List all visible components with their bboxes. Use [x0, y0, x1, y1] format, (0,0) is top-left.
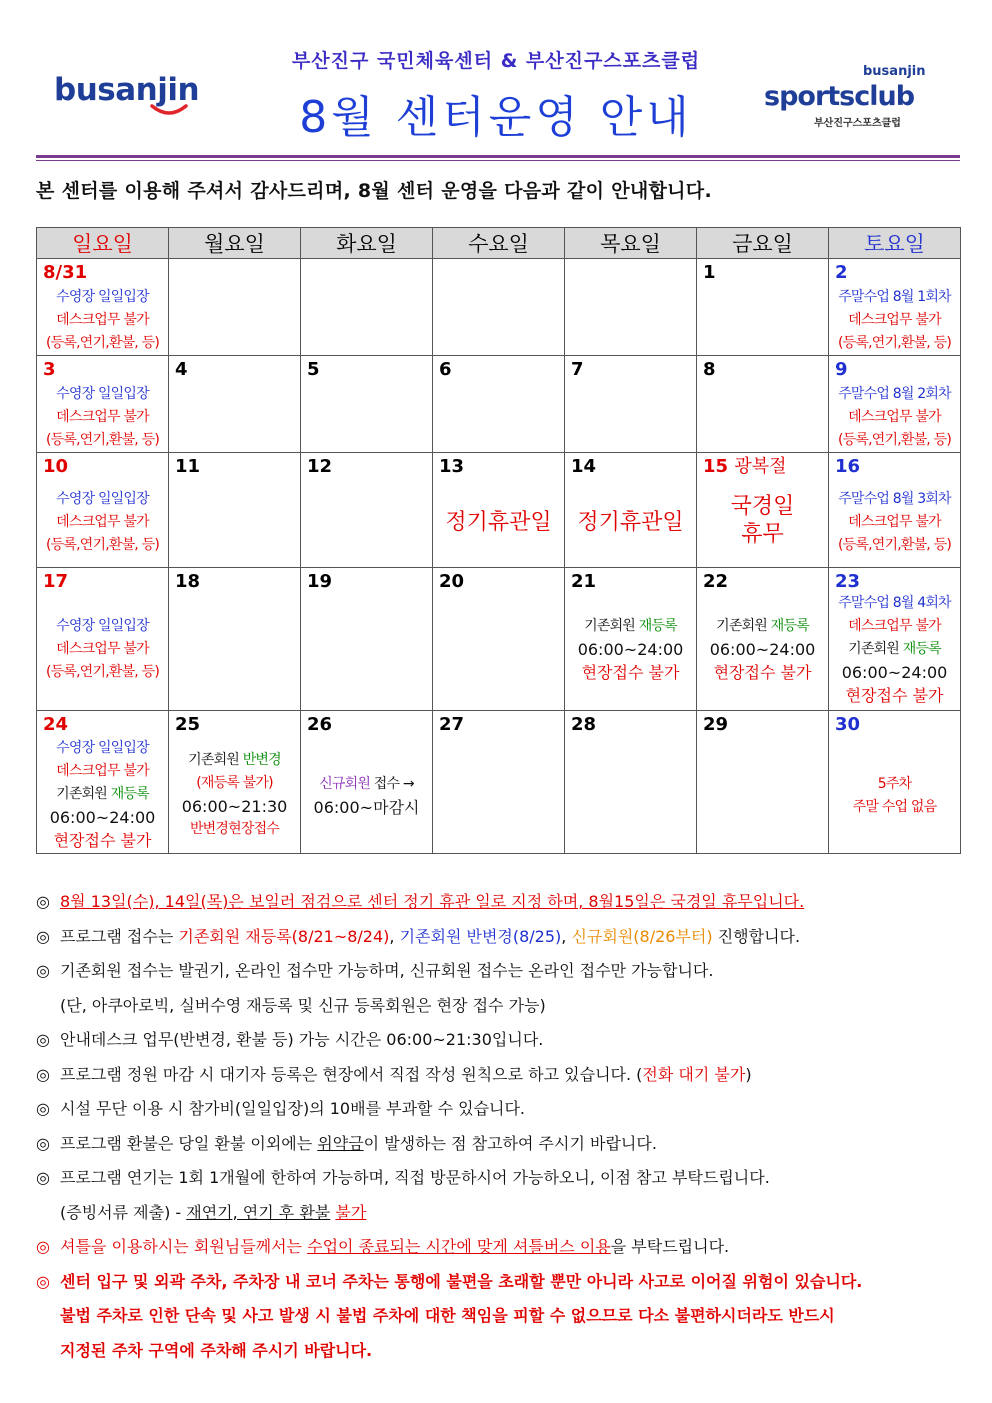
date-number: 11: [175, 456, 201, 477]
onsite-unavailable-text: 현장접수 불가: [581, 663, 680, 682]
desk-closed-text: 데스크업무 불가: [56, 763, 149, 779]
date-number: 21: [571, 571, 597, 592]
calendar-cell: [37, 259, 169, 356]
class-change-label: 반변경: [242, 752, 281, 768]
sportsclub-logo: [760, 64, 935, 128]
date-number: 26: [307, 714, 333, 735]
date-number: 8/31: [43, 262, 88, 283]
calendar-cell-empty: [565, 259, 697, 356]
hours-text: 06:00~21:30: [181, 797, 288, 816]
calendar-week: [37, 259, 961, 356]
date-number: 27: [439, 714, 465, 735]
day-header-mon: 월요일: [169, 228, 301, 259]
date-number: 18: [175, 571, 201, 592]
calendar-table: [36, 227, 961, 854]
sportsclub-logo-kor: 부산진구스포츠클럽: [814, 118, 901, 129]
bullet-icon: ◎: [36, 1237, 50, 1256]
date-number: 25: [175, 714, 201, 735]
calendar-cell: [37, 711, 169, 854]
sportsclub-logo-small: busanjin: [863, 64, 926, 79]
hours-text: 06:00~24:00: [577, 640, 684, 659]
holiday-text: 국경일: [730, 494, 795, 519]
member-label: 기존회원: [56, 786, 108, 802]
notice-text: 프로그램 접수는: [60, 926, 179, 946]
desk-closed-detail: (등록,연기,환불, 등): [46, 664, 159, 680]
desk-closed-detail: (등록,연기,환불, 등): [838, 335, 951, 351]
calendar-cell: [697, 711, 829, 854]
date-number: 16: [835, 456, 861, 477]
day-header-sat: 토요일: [829, 228, 961, 259]
swim-entry-text: 수영장 일일입장: [56, 386, 149, 402]
hours-text: 06:00~24:00: [709, 640, 816, 659]
notice-item-continuation: [36, 989, 966, 1024]
date-number: 4: [175, 359, 188, 380]
calendar-cell: [301, 711, 433, 854]
notice-text: 센터 입구 및 외곽 주차, 주차장 내 코너 주차는 통행에 불편을 초래할 뿐만 아니라 사고로 이어질 위험이 있습니다.: [60, 1271, 863, 1291]
notice-item-continuation: [36, 1334, 966, 1369]
member-label: 기존회원: [584, 618, 636, 634]
member-label: 기존회원: [188, 752, 240, 768]
calendar-cell: [697, 356, 829, 453]
notice-item: [36, 920, 966, 955]
date-number: 1: [703, 262, 716, 283]
notice-text: 시설 무단 이용 시 참가비(일일입장)의 10배를 부과할 수 있습니다.: [60, 1099, 526, 1118]
bullet-icon: ◎: [36, 1133, 50, 1153]
bullet-icon: ◎: [36, 926, 50, 946]
holiday-name: 광복절: [734, 456, 787, 477]
notice-highlight: 불가: [335, 1202, 367, 1222]
date-number: 22: [703, 571, 729, 592]
swim-entry-text: 수영장 일일입장: [56, 740, 149, 756]
calendar-week: [37, 711, 961, 854]
calendar-cell: [829, 356, 961, 453]
closed-day-text: 정기휴관일: [577, 510, 684, 535]
notice-text: 프로그램 정원 마감 시 대기자 등록은 현장에서 직접 작성 원칙으로 하고 있습니다. (: [60, 1064, 643, 1084]
swim-entry-text: 수영장 일일입장: [56, 618, 149, 634]
notice-item: [36, 1127, 966, 1162]
reregister-label: 재등록: [638, 618, 677, 634]
calendar-cell: [37, 356, 169, 453]
calendar-cell: [169, 711, 301, 854]
swim-entry-text: 수영장 일일입장: [56, 289, 149, 305]
date-number: 28: [571, 714, 597, 735]
day-header-fri: 금요일: [697, 228, 829, 259]
calendar-cell: [565, 568, 697, 711]
desk-closed-text: 데스크업무 불가: [848, 618, 941, 634]
notice-text: (단, 아쿠아로빅, 실버수영 재등록 및 신규 등록회원은 현장 접수 가능): [60, 995, 546, 1015]
bullet-icon: ◎: [36, 1168, 50, 1187]
desk-closed-text: 데스크업무 불가: [56, 312, 149, 328]
notice-text: 지정된 주차 구역에 주차해 주시기 바랍니다.: [60, 1340, 373, 1360]
date-number: 2: [835, 262, 848, 283]
desk-closed-detail: (등록,연기,환불, 등): [838, 432, 951, 448]
bullet-icon: ◎: [36, 892, 50, 911]
intro-text: 본 센터를 이용해 주셔서 감사드리며, 8월 센터 운영을 다음과 같이 안내합니다.: [36, 180, 712, 202]
date-number: 24: [43, 714, 69, 735]
notice-highlight: 재연기, 연기 후 환불: [186, 1202, 331, 1222]
hours-text: 06:00~24:00: [49, 808, 156, 827]
notice-text: 프로그램 환불은 당일 환불 이외에는: [60, 1133, 318, 1153]
date-number: 6: [439, 359, 452, 380]
bullet-icon: ◎: [36, 961, 50, 980]
desk-closed-text: 데스크업무 불가: [848, 514, 941, 530]
calendar-cell: [169, 568, 301, 711]
desk-closed-text: 데스크업무 불가: [848, 312, 941, 328]
notice-list: [36, 885, 966, 1368]
accept-label: 접수 →: [373, 776, 414, 792]
date-number: 23: [835, 571, 861, 592]
no-reregister-text: (재등록 불가): [196, 775, 273, 791]
date-number: 10: [43, 456, 69, 477]
date-number: 29: [703, 714, 729, 735]
notice-text: 셔틀을 이용하시는 회원님들께서는: [60, 1237, 308, 1256]
reregister-label: 재등록: [770, 618, 809, 634]
notice-text: ): [745, 1064, 752, 1084]
notice-highlight: 기존회원 반변경(8/25): [399, 926, 562, 946]
notice-highlight: 전화 대기 불가: [642, 1064, 746, 1084]
calendar-cell: [433, 711, 565, 854]
day-header-tue: 화요일: [301, 228, 433, 259]
notice-item: [36, 1230, 966, 1265]
calendar-cell: [829, 453, 961, 568]
date-number: 20: [439, 571, 465, 592]
calendar-cell: [565, 711, 697, 854]
notice-highlight: 신규회원(8/26부터): [571, 926, 713, 946]
notice-text: 이 발생하는 점 참고하여 주시기 바랍니다.: [363, 1133, 657, 1153]
calendar-week: [37, 453, 961, 568]
calendar-cell: [697, 453, 829, 568]
notice-text: 진행합니다.: [712, 926, 801, 946]
swim-entry-text: 수영장 일일입장: [56, 491, 149, 507]
day-header-thu: 목요일: [565, 228, 697, 259]
calendar-cell: [433, 453, 565, 568]
date-number: 8: [703, 359, 716, 380]
new-member-label: 신규회원: [319, 776, 371, 792]
calendar-cell: [37, 568, 169, 711]
calendar-cell-empty: [433, 259, 565, 356]
reregister-label: 재등록: [110, 786, 149, 802]
notice-text: ,: [389, 926, 400, 946]
calendar-cell: [697, 259, 829, 356]
page-title: 8월 센터운영 안내: [299, 92, 693, 143]
calendar-cell: [433, 356, 565, 453]
bullet-icon: ◎: [36, 1099, 50, 1118]
member-label: 기존회원: [716, 618, 768, 634]
desk-closed-text: 데스크업무 불가: [848, 409, 941, 425]
date-number: 9: [835, 359, 848, 380]
notice-item: [36, 954, 966, 989]
date-number: 3: [43, 359, 56, 380]
holiday-text-2: 휴무: [741, 522, 784, 547]
notice-text: 8월 13일(수), 14일(목)은 보일러 점검으로 센터 정기 휴관 일로 지정 하며, 8월15일은 국경일 휴무입니다.: [60, 892, 805, 911]
calendar-week: [37, 356, 961, 453]
sportsclub-logo-text: sportsclub: [764, 81, 915, 112]
date-number-value: 15: [703, 456, 729, 477]
date-number: 30: [835, 714, 861, 735]
member-label: 기존회원: [848, 641, 900, 657]
onsite-unavailable-text: 현장접수 불가: [845, 686, 944, 705]
calendar-cell: [565, 453, 697, 568]
notice-highlight: 위약금: [317, 1133, 364, 1153]
date-number: 19: [307, 571, 333, 592]
calendar-cell-empty: [169, 259, 301, 356]
day-header-sun: 일요일: [37, 228, 169, 259]
onsite-unavailable-text: 현장접수 불가: [53, 831, 152, 850]
weekend-class-text: 주말수업 8월 2회차: [838, 386, 951, 402]
date-number: [703, 455, 787, 479]
weekend-class-text: 주말수업 8월 4회차: [838, 595, 951, 611]
date-number: 14: [571, 456, 597, 477]
calendar-cell: [169, 453, 301, 568]
notice-text: 안내데스크 업무(반변경, 환불 등) 가능 시간은 06:00~21:30입니다.: [60, 1030, 544, 1049]
class-change-onsite-text: 반변경현장접수: [189, 821, 280, 837]
calendar-header-row: [37, 228, 961, 259]
desk-closed-text: 데스크업무 불가: [56, 409, 149, 425]
notice-item: [36, 1058, 966, 1093]
notice-text: 을 부탁드립니다.: [610, 1237, 730, 1256]
week5-text: 5주차: [877, 776, 912, 792]
date-number: 13: [439, 456, 465, 477]
day-header-wed: 수요일: [433, 228, 565, 259]
calendar-cell: [565, 356, 697, 453]
notice-item: [36, 1092, 966, 1127]
calendar-cell: [37, 453, 169, 568]
hours-text: 06:00~24:00: [841, 663, 948, 682]
calendar-cell: [697, 568, 829, 711]
header-divider-thin: [36, 160, 960, 161]
onsite-unavailable-text: 현장접수 불가: [713, 663, 812, 682]
busanjin-logo-text: busanjin: [54, 72, 200, 108]
hours-text: 06:00~마감시: [313, 798, 420, 817]
calendar-cell: [829, 711, 961, 854]
calendar-cell: [301, 568, 433, 711]
notice-text: 프로그램 연기는 1회 1개월에 한하여 가능하며, 직접 방문하시어 가능하오니, 이점 참고 부탁드립니다.: [60, 1168, 770, 1187]
desk-closed-detail: (등록,연기,환불, 등): [46, 432, 159, 448]
page-subtitle: 부산진구 국민체육센터 & 부산진구스포츠클럽: [291, 50, 701, 72]
desk-closed-detail: (등록,연기,환불, 등): [46, 537, 159, 553]
notice-text: ,: [561, 926, 572, 946]
notice-item-continuation: [36, 1299, 966, 1334]
date-number: 12: [307, 456, 333, 477]
calendar-cell: [829, 568, 961, 711]
notice-highlight: 기존회원 재등록(8/21~8/24): [178, 926, 390, 946]
calendar-cell: [301, 453, 433, 568]
notice-text: 불법 주차로 인한 단속 및 사고 발생 시 불법 주차에 대한 책임을 피할 수 없으므로 다소 불편하시더라도 반드시: [60, 1306, 835, 1325]
calendar-week: [37, 568, 961, 711]
calendar-cell: [301, 356, 433, 453]
calendar-cell: [829, 259, 961, 356]
calendar-cell: [169, 356, 301, 453]
notice-item: [36, 1023, 966, 1058]
calendar-cell-empty: [301, 259, 433, 356]
bullet-icon: ◎: [36, 1030, 50, 1049]
notice-text: 기존회원 접수는 발권기, 온라인 접수만 가능하며, 신규회원 접수는 온라인 접수만 가능합니다.: [60, 961, 714, 980]
notice-item: [36, 885, 966, 920]
calendar-cell: [433, 568, 565, 711]
desk-closed-detail: (등록,연기,환불, 등): [838, 537, 951, 553]
desk-closed-text: 데스크업무 불가: [56, 514, 149, 530]
header-divider: [36, 155, 960, 158]
reregister-label: 재등록: [902, 641, 941, 657]
bullet-icon: ◎: [36, 1064, 50, 1084]
no-weekend-class-text: 주말 수업 없음: [852, 799, 937, 815]
notice-highlight: 수업이 종료되는 시간에 맞게 셔틀버스 이용: [307, 1237, 611, 1256]
closed-day-text: 정기휴관일: [445, 510, 552, 535]
date-number: 7: [571, 359, 584, 380]
date-number: 17: [43, 571, 69, 592]
date-number: 5: [307, 359, 320, 380]
weekend-class-text: 주말수업 8월 3회차: [838, 491, 951, 507]
desk-closed-detail: (등록,연기,환불, 등): [46, 335, 159, 351]
bullet-icon: ◎: [36, 1271, 50, 1291]
notice-item: [36, 1161, 966, 1196]
notice-item: [36, 1265, 966, 1300]
notice-item-continuation: [36, 1196, 966, 1231]
weekend-class-text: 주말수업 8월 1회차: [838, 289, 951, 305]
notice-text: (증빙서류 제출) -: [60, 1202, 187, 1222]
desk-closed-text: 데스크업무 불가: [56, 641, 149, 657]
